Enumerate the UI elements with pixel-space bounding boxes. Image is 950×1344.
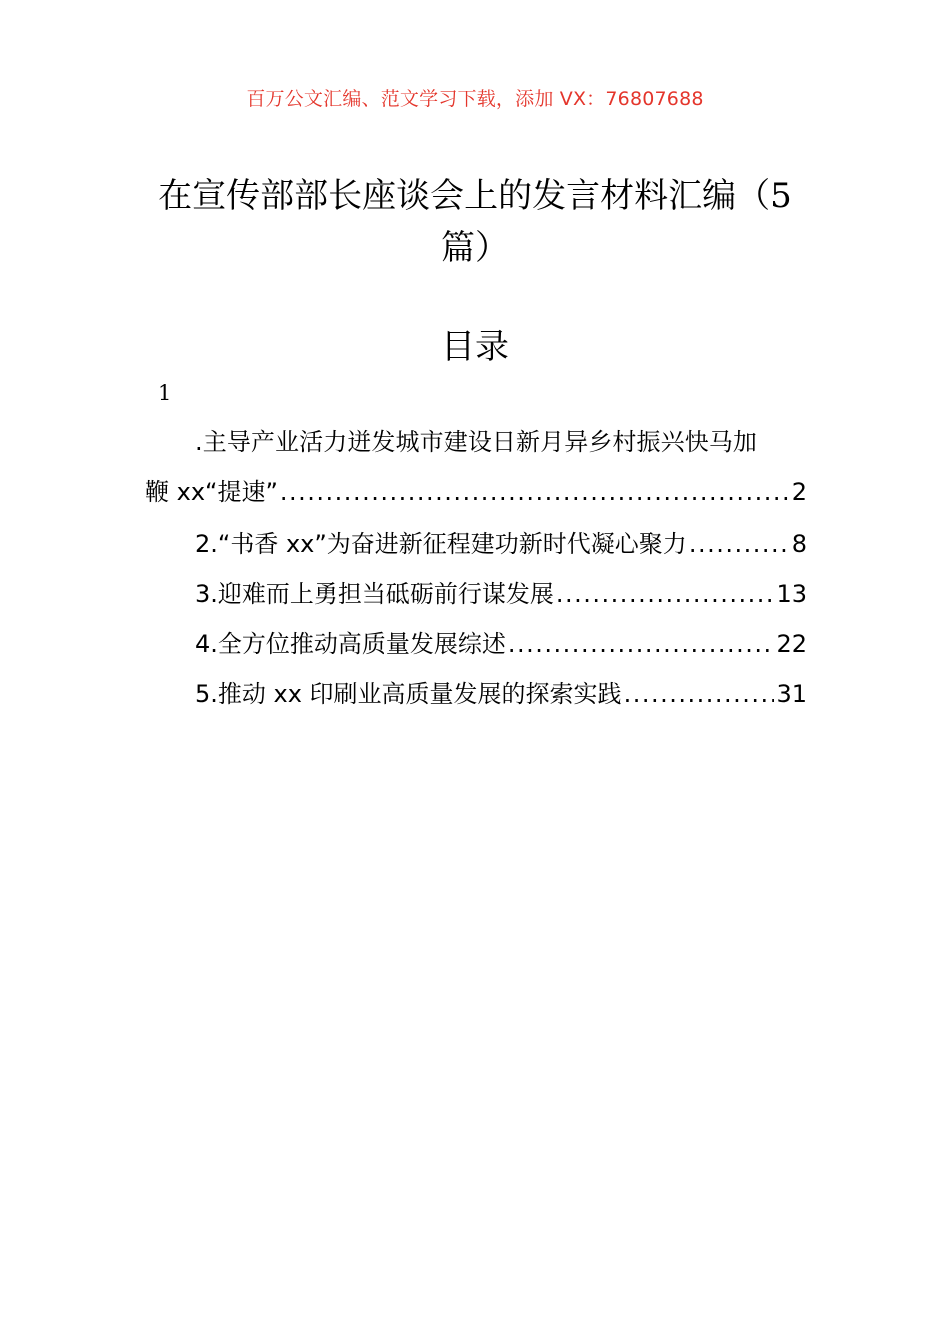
toc-entry-3-title: 3.迎难而上勇担当砥砺前行谋发展 [195,580,554,608]
toc-entry-1-line1 [145,417,807,467]
toc-entry-5[interactable] [145,669,807,719]
toc-entry-2-page: 8 [791,530,807,558]
toc-entry-4-page: 22 [776,630,807,658]
document-title-number: 5 [770,176,792,216]
header-banner: 百万公文汇编、范文学习下载，添加 VX：76807688 [246,88,704,110]
document-title-part2: 篇） [441,228,509,268]
toc-entry-5-title: 5.推动 xx 印刷业高质量发展的探索实践 [195,680,622,708]
toc-marker: 1 [158,381,172,405]
document-title-part1: 在宣传部部长座谈会上的发言材料汇编（ [158,176,771,216]
toc-entry-1-line2 [145,467,807,517]
toc-leader-dots [556,569,775,619]
toc-entry-3-line [145,569,807,619]
toc-entry-1-title-part1: .主导产业活力迸发城市建设日新月异乡村振兴快马加 [195,428,758,456]
toc-leader-dots [624,669,775,719]
toc-entry-1-page: 2 [791,478,807,506]
toc-entry-5-line [145,669,807,719]
toc-entry-2[interactable] [145,519,807,569]
toc-entry-4-title: 4.全方位推动高质量发展综述 [195,630,506,658]
toc-heading: 目录 [441,327,509,367]
toc-leader-dots [508,619,775,669]
toc-entry-1[interactable] [145,417,807,517]
toc-entry-3-page: 13 [776,580,807,608]
toc-entry-4[interactable] [145,619,807,669]
toc-entry-5-page: 31 [776,680,807,708]
toc-entry-2-line [145,519,807,569]
toc-leader-dots [689,519,790,569]
toc-leader-dots [280,467,790,517]
toc-entry-4-line [145,619,807,669]
toc-entry-1-title-part2: 鞭 xx“提速” [145,478,278,506]
toc-entry-2-title: 2.“书香 xx”为奋进新征程建功新时代凝心聚力 [195,530,687,558]
document-title [140,170,810,274]
toc-entry-3[interactable] [145,569,807,619]
